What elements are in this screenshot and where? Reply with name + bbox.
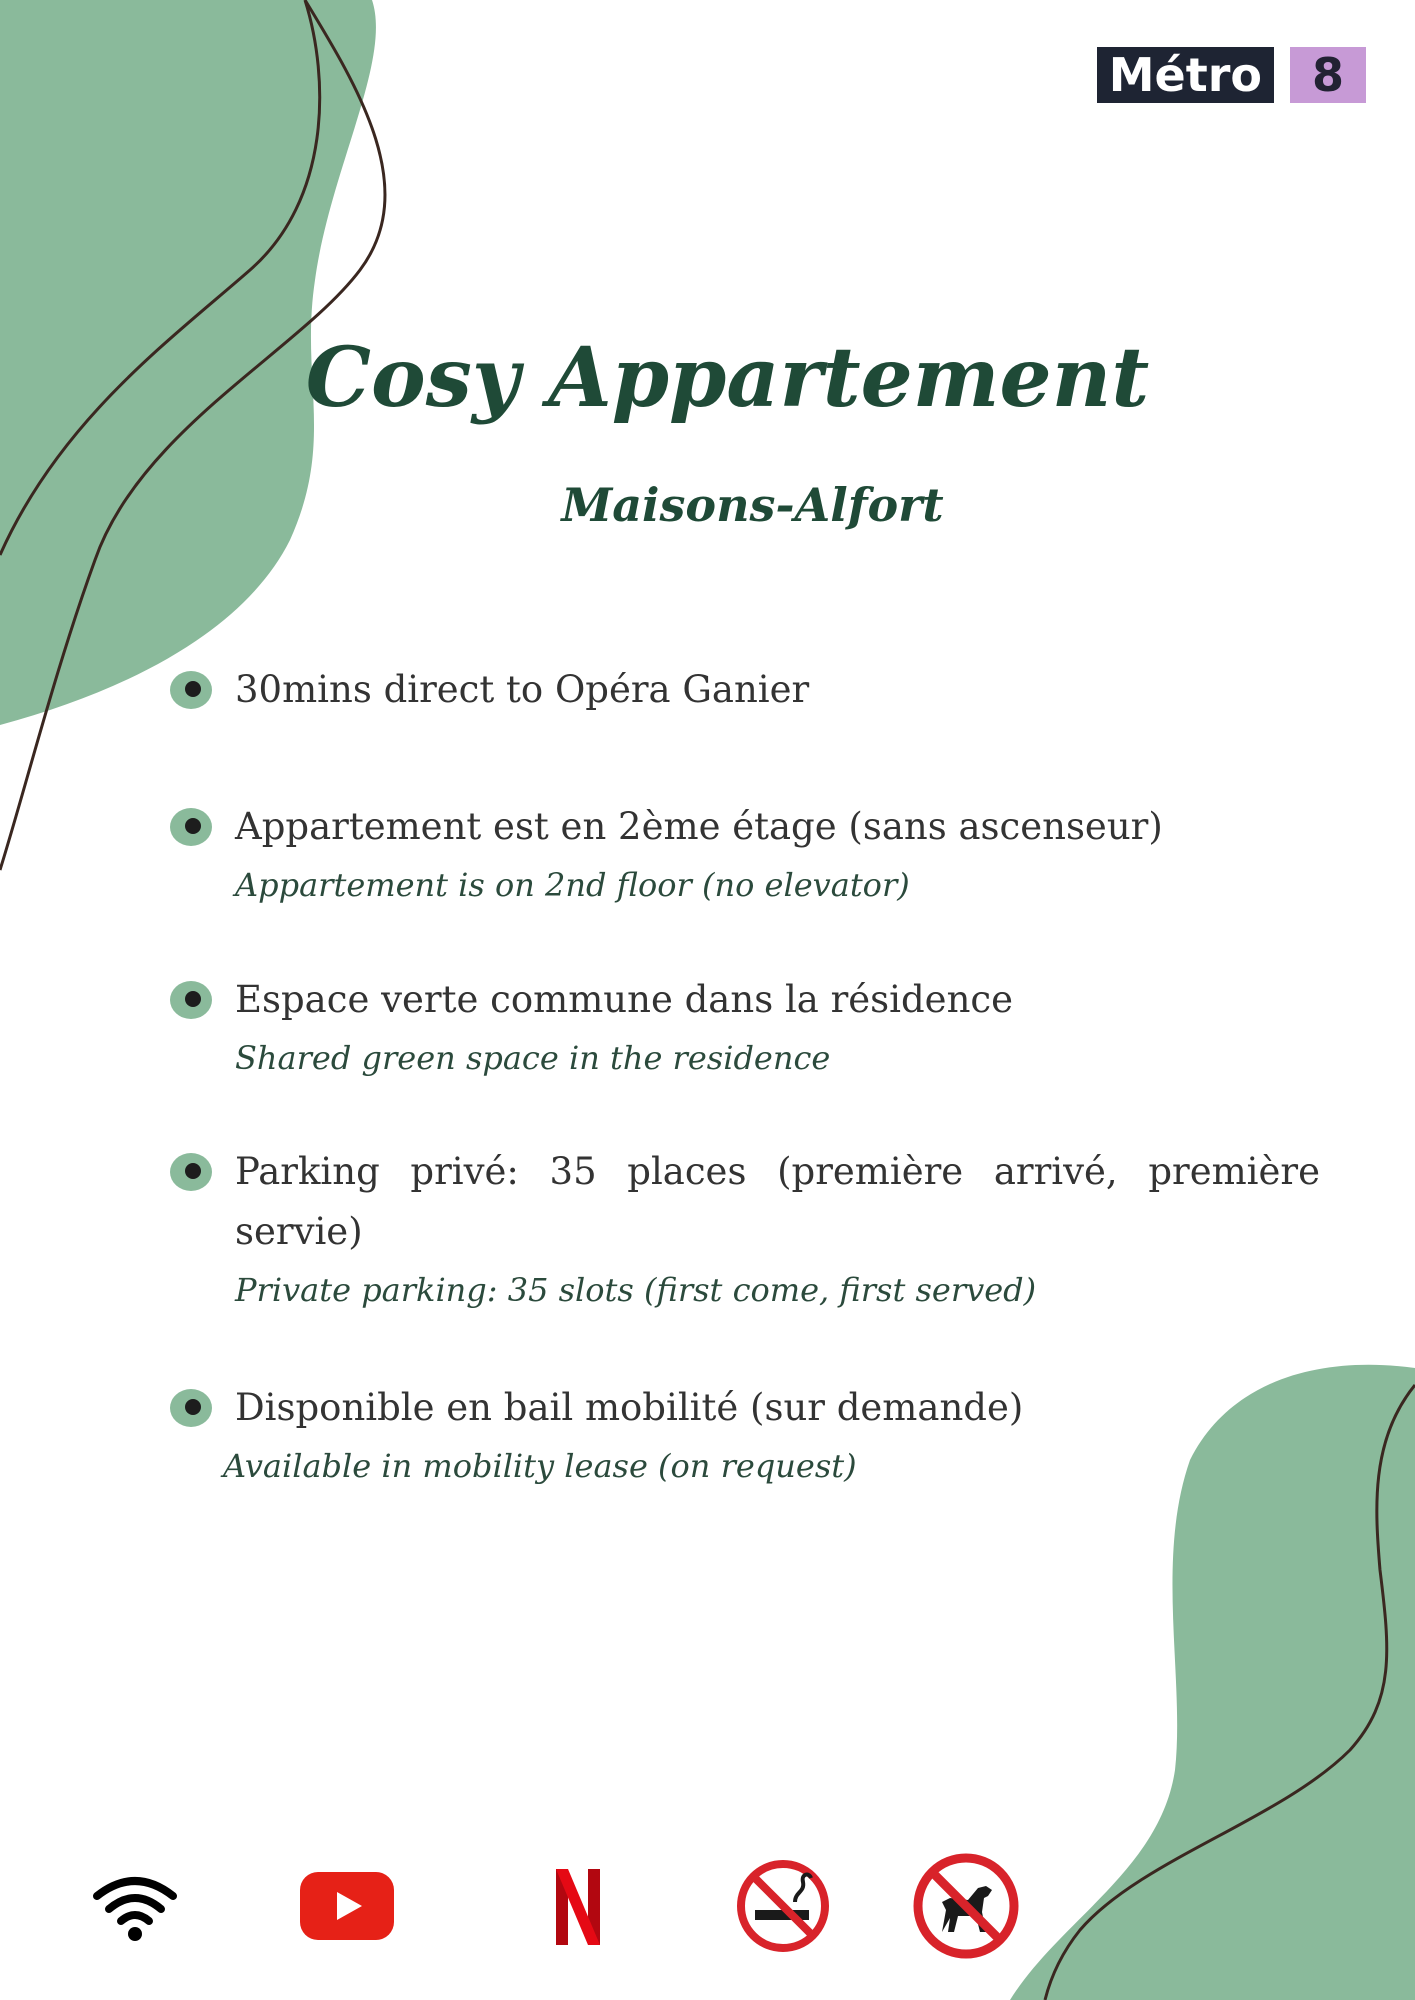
feature-text-en: Available in mobility lease (on request): [223, 1447, 857, 1485]
page-title: Cosy Appartement: [305, 330, 1150, 426]
page-subtitle: Maisons-Alfort: [561, 478, 944, 532]
bullet-icon: [170, 807, 212, 847]
feature-text-fr: Espace verte commune dans la résidence: [235, 978, 1014, 1021]
feature-item: [170, 1378, 1320, 1494]
bullet-icon: [170, 980, 212, 1020]
metro-label: Métro: [1097, 47, 1274, 103]
bullet-icon: [170, 1388, 212, 1428]
feature-item: [170, 1142, 1320, 1318]
feature-text-en: Private parking: 35 slots (first come, first served): [235, 1271, 1037, 1309]
feature-text-fr: Disponible en bail mobilité (sur demande): [235, 1386, 1024, 1429]
feature-item: [170, 660, 1320, 720]
feature-text-en: Shared green space in the residence: [235, 1039, 831, 1077]
bullet-icon: [170, 670, 212, 710]
feature-text-en: Appartement is on 2nd floor (no elevator): [235, 866, 910, 904]
feature-text-fr: Parking privé: 35 places (première arrivé, première servie): [235, 1150, 1320, 1253]
bullet-icon: [170, 1152, 212, 1192]
feature-item: [170, 970, 1320, 1086]
metro-badge: [1097, 47, 1366, 103]
feature-text-fr: 30mins direct to Opéra Ganier: [235, 668, 810, 711]
metro-line-number: 8: [1290, 47, 1366, 103]
feature-item: [170, 797, 1320, 913]
feature-text-fr: Appartement est en 2ème étage (sans ascenseur): [235, 805, 1163, 848]
